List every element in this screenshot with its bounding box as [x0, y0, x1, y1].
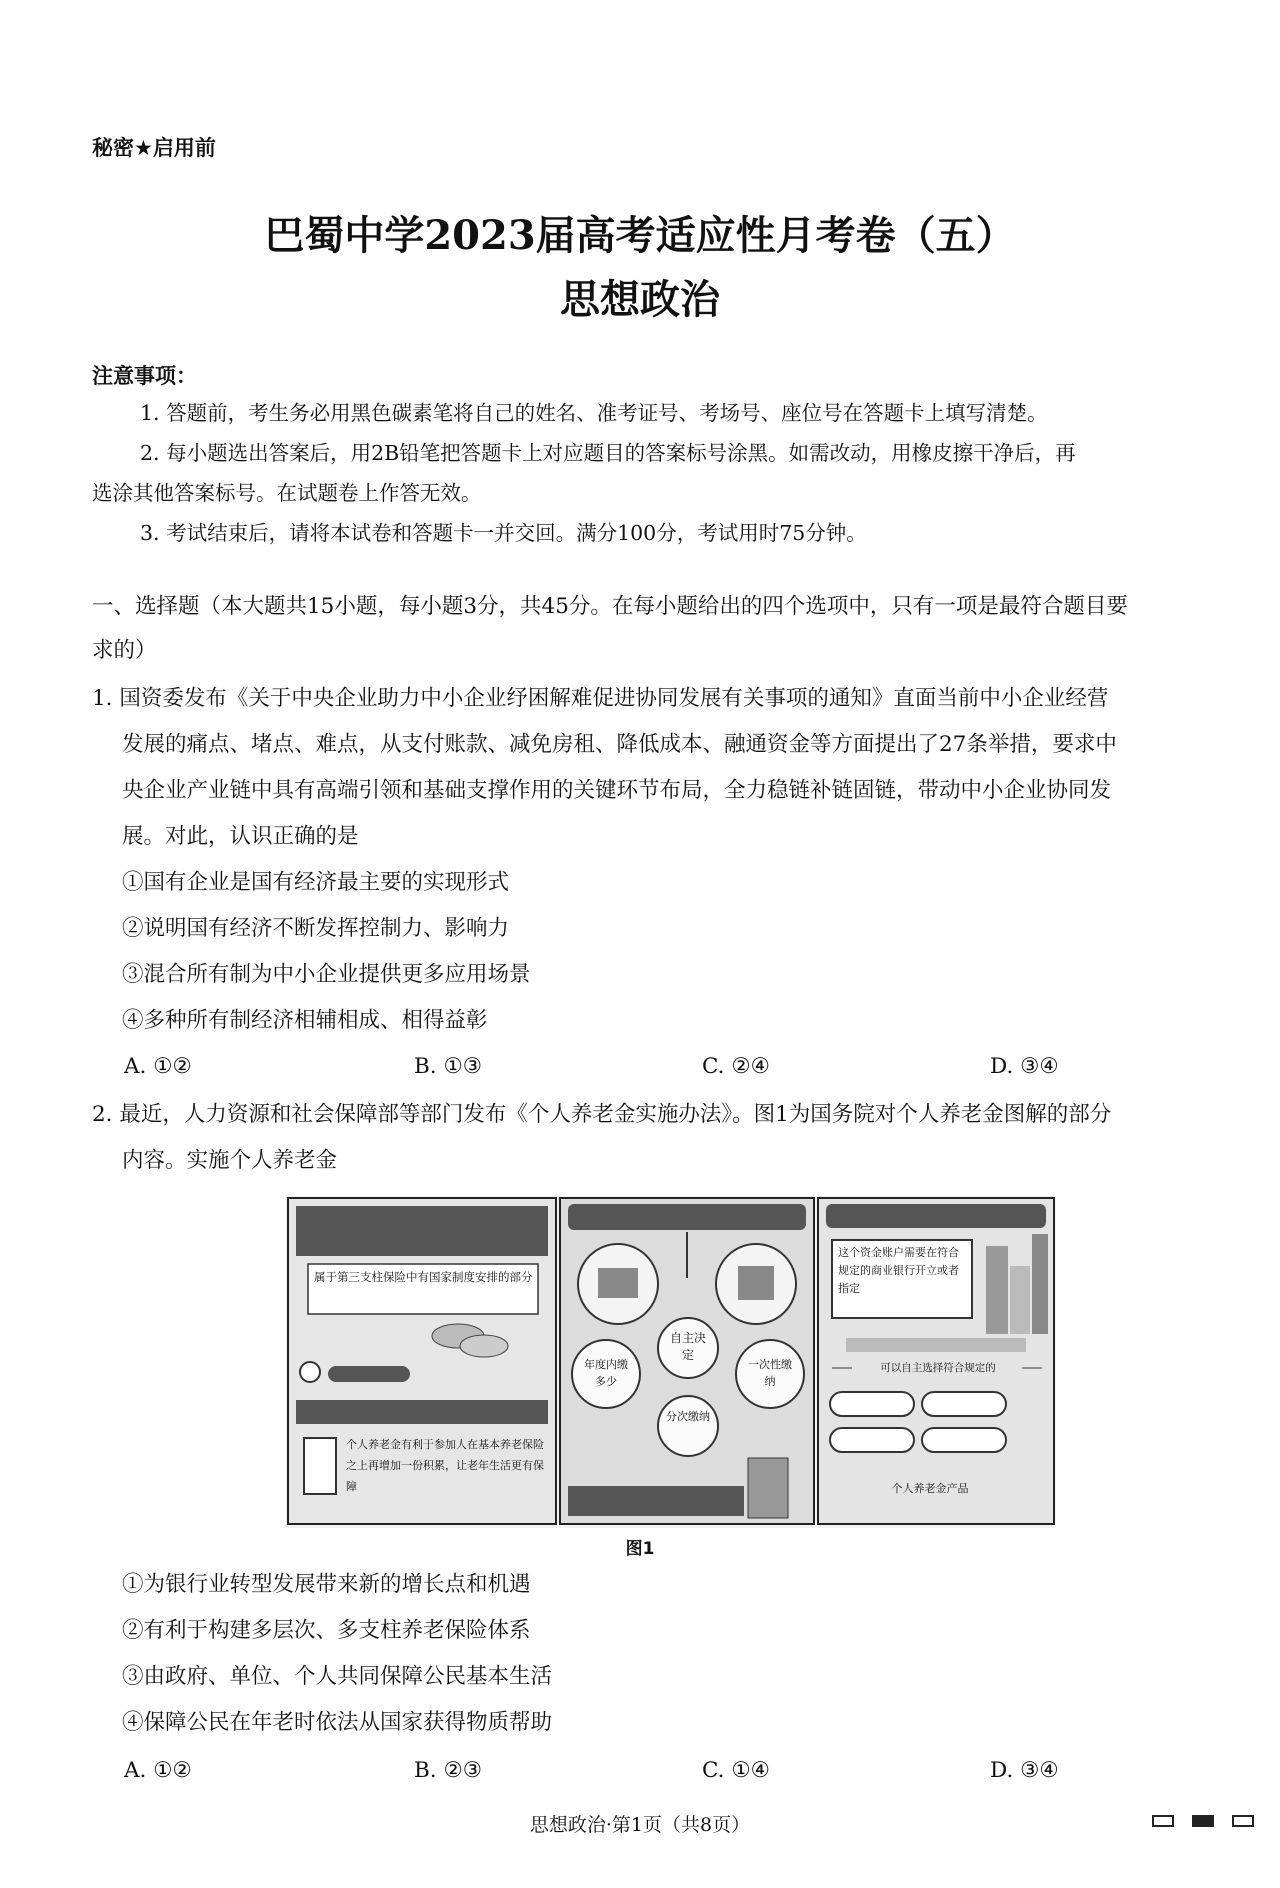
q1-choice-a: A. ①② — [124, 1054, 192, 1079]
section-heading-cont: 求的） — [92, 638, 157, 663]
figure-1 — [286, 1196, 1056, 1528]
exam-title: 巴蜀中学2023届高考适应性月考卷（五） — [264, 212, 1016, 259]
notice-item: 1. 答题前，考生务必用黑色碳素笔将自己的姓名、准考证号、考场号、座位号在答题卡上填写清楚。 — [140, 401, 1048, 425]
q2-stem: 2. 最近，人力资源和社会保障部等部门发布《个人养老金实施办法》。图1为国务院对个人养老金图解的部分 — [92, 1102, 1112, 1127]
fig-panel3-text: 这个资金账户需要在符合规定的商业银行开立或者指定 — [838, 1246, 959, 1295]
q2-statement: ①为银行业转型发展带来新的增长点和机遇 — [122, 1572, 531, 1597]
fig-circle-decide: 自主决定 — [669, 1331, 706, 1362]
fig-circle-year: 年度内缴多少 — [584, 1358, 628, 1388]
mark-filled — [1192, 1815, 1214, 1827]
fig-circle-once: 一次性缴纳 — [748, 1358, 792, 1388]
q1-choice-d: D. ③④ — [990, 1054, 1059, 1079]
q2-choice-d: D. ③④ — [990, 1758, 1059, 1783]
q1-statement: ②说明国有经济不断发挥控制力、影响力 — [122, 916, 510, 941]
secret-label: 秘密★启用前 — [92, 136, 216, 160]
figure-caption: 图1 — [625, 1539, 655, 1559]
q1-stem: 1. 国资委发布《关于中央企业助力中小企业纾困解难促进协同发展有关事项的通知》直面当前中小企业经营 — [92, 686, 1109, 711]
fig-circle-multi: 分次缴纳 — [666, 1410, 710, 1423]
notice-item: 选涂其他答案标号。在试题卷上作答无效。 — [92, 481, 482, 505]
q2-choice-a: A. ①② — [124, 1758, 192, 1783]
q2-stem: 内容。实施个人养老金 — [122, 1148, 338, 1173]
fig-panel2-text: 个人养老金有利于参加人在基本养老保险之上再增加一份积累，让老年生活更有保障 — [346, 1438, 544, 1493]
mark-empty — [1152, 1815, 1174, 1827]
fig-panel3-line: 可以自主选择符合规定的 — [880, 1362, 996, 1374]
q2-statement: ②有利于构建多层次、多支柱养老保险体系 — [122, 1618, 531, 1643]
q2-statement: ④保障公民在年老时依法从国家获得物质帮助 — [122, 1710, 553, 1735]
q1-stem: 央企业产业链中具有高端引领和基础支撑作用的关键环节布局，全力稳链补链固链，带动中小企业协同发 — [122, 778, 1112, 803]
q1-choice-c: C. ②④ — [702, 1054, 770, 1079]
q2-statement: ③由政府、单位、个人共同保障公民基本生活 — [122, 1664, 553, 1689]
q1-statement: ①国有企业是国有经济最主要的实现形式 — [122, 870, 510, 895]
q1-stem: 发展的痛点、堵点、难点，从支付账款、减免房租、降低成本、融通资金等方面提出了27条举措，要求中 — [122, 732, 1117, 757]
notice-item: 2. 每小题选出答案后，用2B铅笔把答题卡上对应题目的答案标号涂黑。如需改动，用橡皮擦干净后，再 — [140, 441, 1076, 465]
fig-panel3-foot: 个人养老金产品 — [891, 1482, 969, 1495]
q1-stem: 展。对此，认识正确的是 — [122, 824, 359, 849]
section-heading: 一、选择题（本大题共15小题，每小题3分，共45分。在每小题给出的四个选项中，只有一项是最符合题目要 — [92, 594, 1128, 619]
q1-statement: ④多种所有制经济相辅相成、相得益彰 — [122, 1008, 488, 1033]
q2-choice-c: C. ①④ — [702, 1758, 770, 1783]
notice-heading: 注意事项： — [92, 364, 197, 388]
page-footer: 思想政治·第1页（共8页） — [529, 1814, 751, 1836]
q1-choice-b: B. ①③ — [414, 1054, 483, 1079]
q1-statement: ③混合所有制为中小企业提供更多应用场景 — [122, 962, 531, 987]
fig-panel1-text: 属于第三支柱保险中有国家制度安排的部分 — [314, 1270, 533, 1284]
notice-item: 3. 考试结束后，请将本试卷和答题卡一并交回。满分100分，考试用时75分钟。 — [140, 521, 867, 545]
mark-empty — [1232, 1815, 1254, 1827]
q2-choice-b: B. ②③ — [414, 1758, 483, 1783]
subject-title: 思想政治 — [560, 276, 720, 323]
